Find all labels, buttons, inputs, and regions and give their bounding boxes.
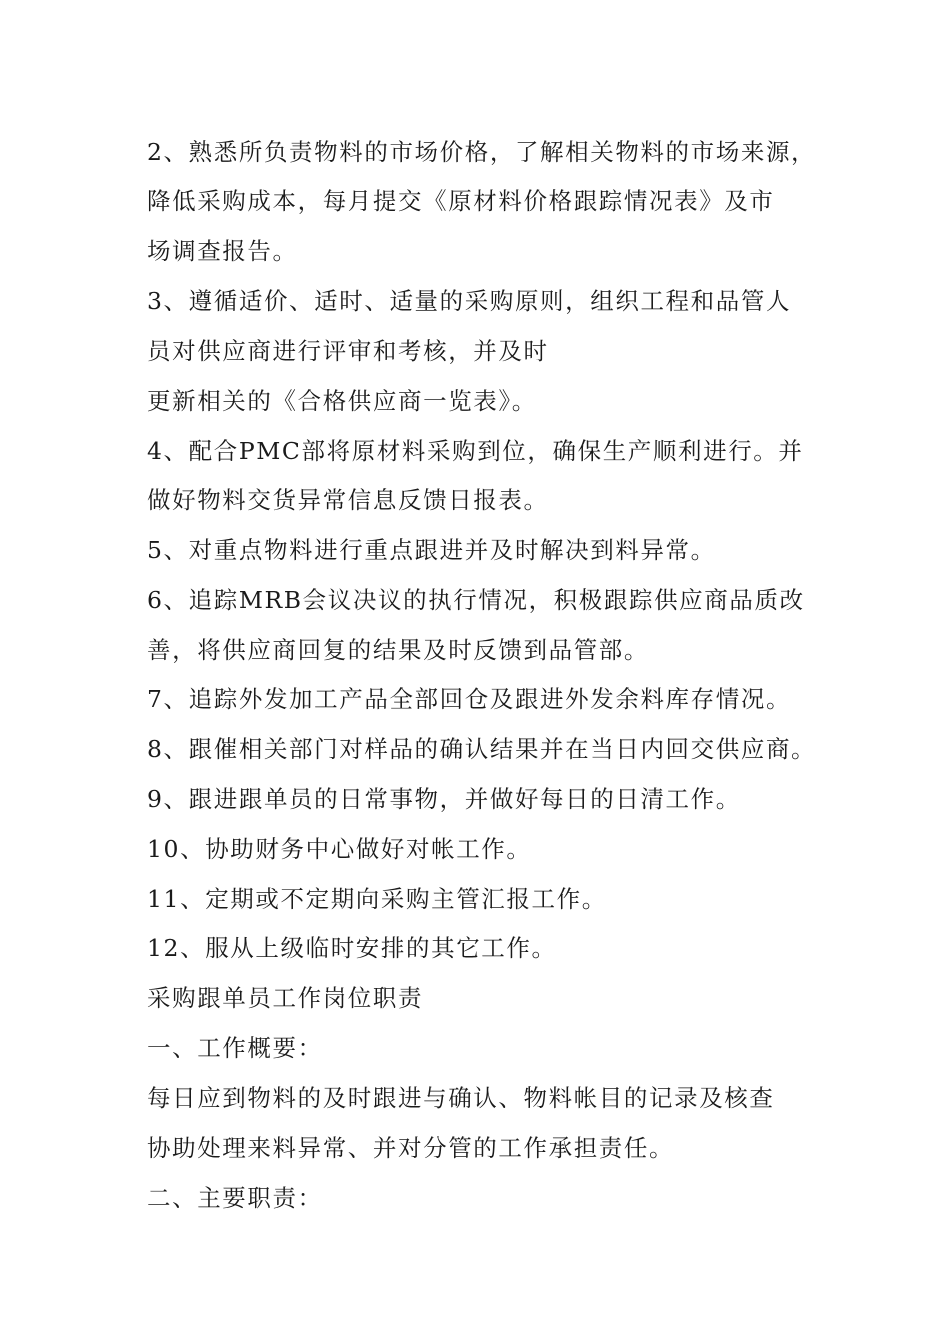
text-line: 每日应到物料的及时跟进与确认、物料帐目的记录及核查 — [147, 1084, 775, 1112]
text-line: 5、对重点物料进行重点跟进并及时解决到料异常。 — [147, 536, 716, 564]
text-line: 6、追踪MRB会议决议的执行情况，积极跟踪供应商品质改 — [147, 586, 805, 614]
text-line: 2、熟悉所负责物料的市场价格，了解相关物料的市场来源， — [147, 138, 817, 166]
text-line: 10、协助财务中心做好对帐工作。 — [147, 835, 532, 863]
text-line: 善，将供应商回复的结果及时反馈到品管部。 — [147, 636, 649, 664]
text-line: 做好物料交货异常信息反馈日报表。 — [147, 486, 549, 514]
text-line: 8、跟催相关部门对样品的确认结果并在当日内回交供应商。 — [147, 735, 817, 763]
text-line: 9、跟进跟单员的日常事物，并做好每日的日清工作。 — [147, 785, 741, 813]
text-line: 3、遵循适价、适时、适量的采购原则，组织工程和品管人 — [147, 287, 792, 315]
text-line: 员对供应商进行评审和考核，并及时 — [147, 337, 549, 365]
text-line: 4、配合PMC部将原材料采购到位，确保生产顺利进行。并 — [147, 437, 804, 465]
text-line: 降低采购成本，每月提交《原材料价格跟踪情况表》及市 — [147, 187, 775, 215]
text-line: 场调查报告。 — [147, 237, 298, 265]
text-line: 7、追踪外发加工产品全部回仓及跟进外发余料库存情况。 — [147, 685, 792, 713]
text-line: 12、服从上级临时安排的其它工作。 — [147, 934, 557, 962]
section-heading: 二、主要职责： — [147, 1184, 323, 1212]
section-title: 采购跟单员工作岗位职责 — [147, 984, 424, 1012]
section-heading: 一、工作概要： — [147, 1034, 323, 1062]
text-line: 更新相关的《合格供应商一览表》。 — [147, 387, 537, 415]
text-line: 11、定期或不定期向采购主管汇报工作。 — [147, 885, 607, 913]
text-line: 协助处理来料异常、并对分管的工作承担责任。 — [147, 1134, 675, 1162]
